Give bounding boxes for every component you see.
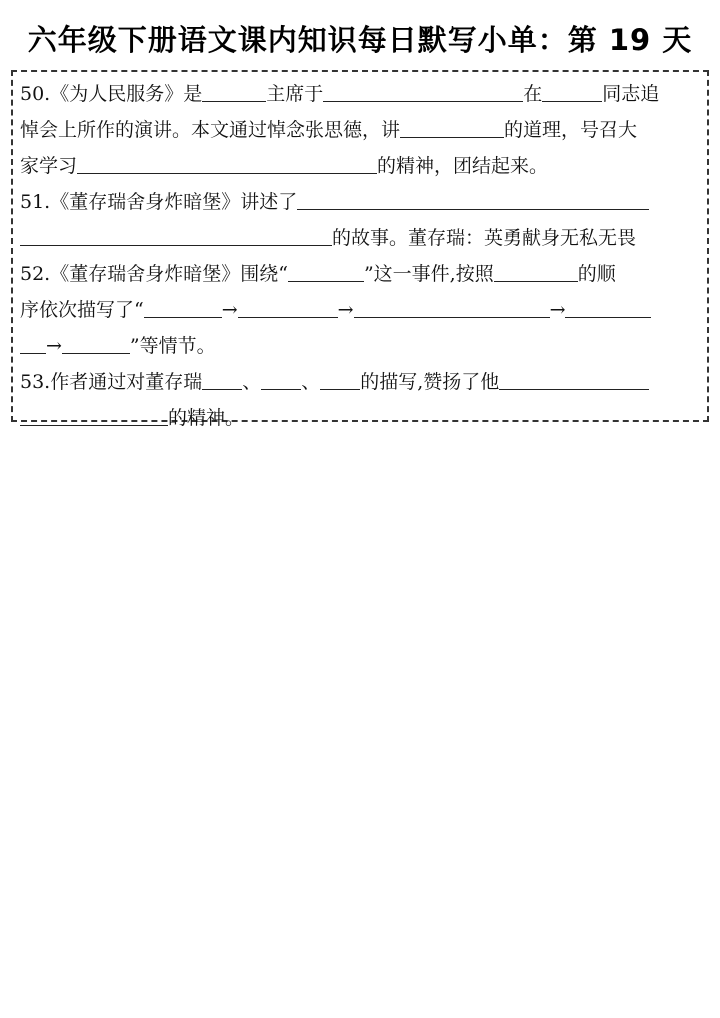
question-text: 的故事。董存瑞：英勇献身无私无畏: [332, 227, 637, 249]
arrow-symbol: →: [337, 299, 354, 321]
question-text: 序依次描写了“: [20, 299, 144, 321]
question-50-line-1: [20, 76, 699, 112]
fill-blank[interactable]: [320, 367, 360, 390]
question-52-line-3: [20, 328, 699, 364]
question-52-line-1: [20, 256, 699, 292]
question-text: 50.《为人民服务》是: [20, 83, 203, 105]
fill-blank[interactable]: [400, 115, 504, 138]
question-53-line-2: [20, 400, 699, 436]
fill-blank[interactable]: [542, 79, 602, 102]
question-51-line-2: [20, 220, 699, 256]
question-50-line-3: [20, 148, 699, 184]
question-text: 的道理，号召大: [504, 119, 638, 141]
question-text: ”这一事件,按照: [363, 263, 494, 285]
question-text: 的精神。: [168, 407, 245, 429]
fill-blank[interactable]: [20, 223, 332, 246]
fill-blank[interactable]: [288, 259, 364, 282]
fill-blank[interactable]: [494, 259, 578, 282]
worksheet-box: [11, 70, 709, 429]
arrow-symbol: →: [549, 299, 566, 321]
question-52-line-2: [20, 292, 699, 328]
question-53-line-1: [20, 364, 699, 400]
question-text: 的顺: [577, 263, 616, 285]
question-text: 主席于: [266, 83, 324, 105]
separator-mark: 、: [242, 371, 262, 393]
fill-blank[interactable]: [565, 295, 651, 318]
question-text: 52.《董存瑞舍身炸暗堡》围绕“: [20, 263, 288, 285]
question-text: 的描写,赞扬了他: [360, 371, 500, 393]
fill-blank[interactable]: [144, 295, 222, 318]
arrow-symbol: →: [46, 335, 62, 357]
fill-blank[interactable]: [261, 367, 301, 390]
fill-blank[interactable]: [202, 367, 242, 390]
page-title: 六年级下册语文课内知识每日默写小单：第 19 天: [27, 23, 693, 57]
fill-blank[interactable]: [354, 295, 550, 318]
separator-mark: 、: [301, 371, 321, 393]
fill-blank[interactable]: [202, 79, 266, 102]
fill-blank[interactable]: [20, 331, 46, 354]
question-50-line-2: [20, 112, 699, 148]
question-text: ”等情节。: [129, 335, 216, 357]
question-51-line-1: [20, 184, 699, 220]
question-text: 51.《董存瑞舍身炸暗堡》讲述了: [20, 191, 298, 213]
fill-blank[interactable]: [77, 151, 377, 174]
question-text: 53.作者通过对董存瑞: [20, 371, 203, 393]
question-text: 同志追: [602, 83, 660, 105]
question-text: 悼会上所作的演讲。本文通过悼念张思德，讲: [20, 119, 401, 141]
fill-blank[interactable]: [238, 295, 338, 318]
question-text: 的精神，团结起来。: [377, 155, 549, 177]
question-text: 家学习: [20, 155, 78, 177]
fill-blank[interactable]: [62, 331, 130, 354]
fill-blank[interactable]: [20, 403, 168, 426]
arrow-symbol: →: [221, 299, 238, 321]
fill-blank[interactable]: [297, 187, 649, 210]
question-text: 在: [523, 83, 543, 105]
fill-blank[interactable]: [499, 367, 649, 390]
fill-blank[interactable]: [323, 79, 523, 102]
